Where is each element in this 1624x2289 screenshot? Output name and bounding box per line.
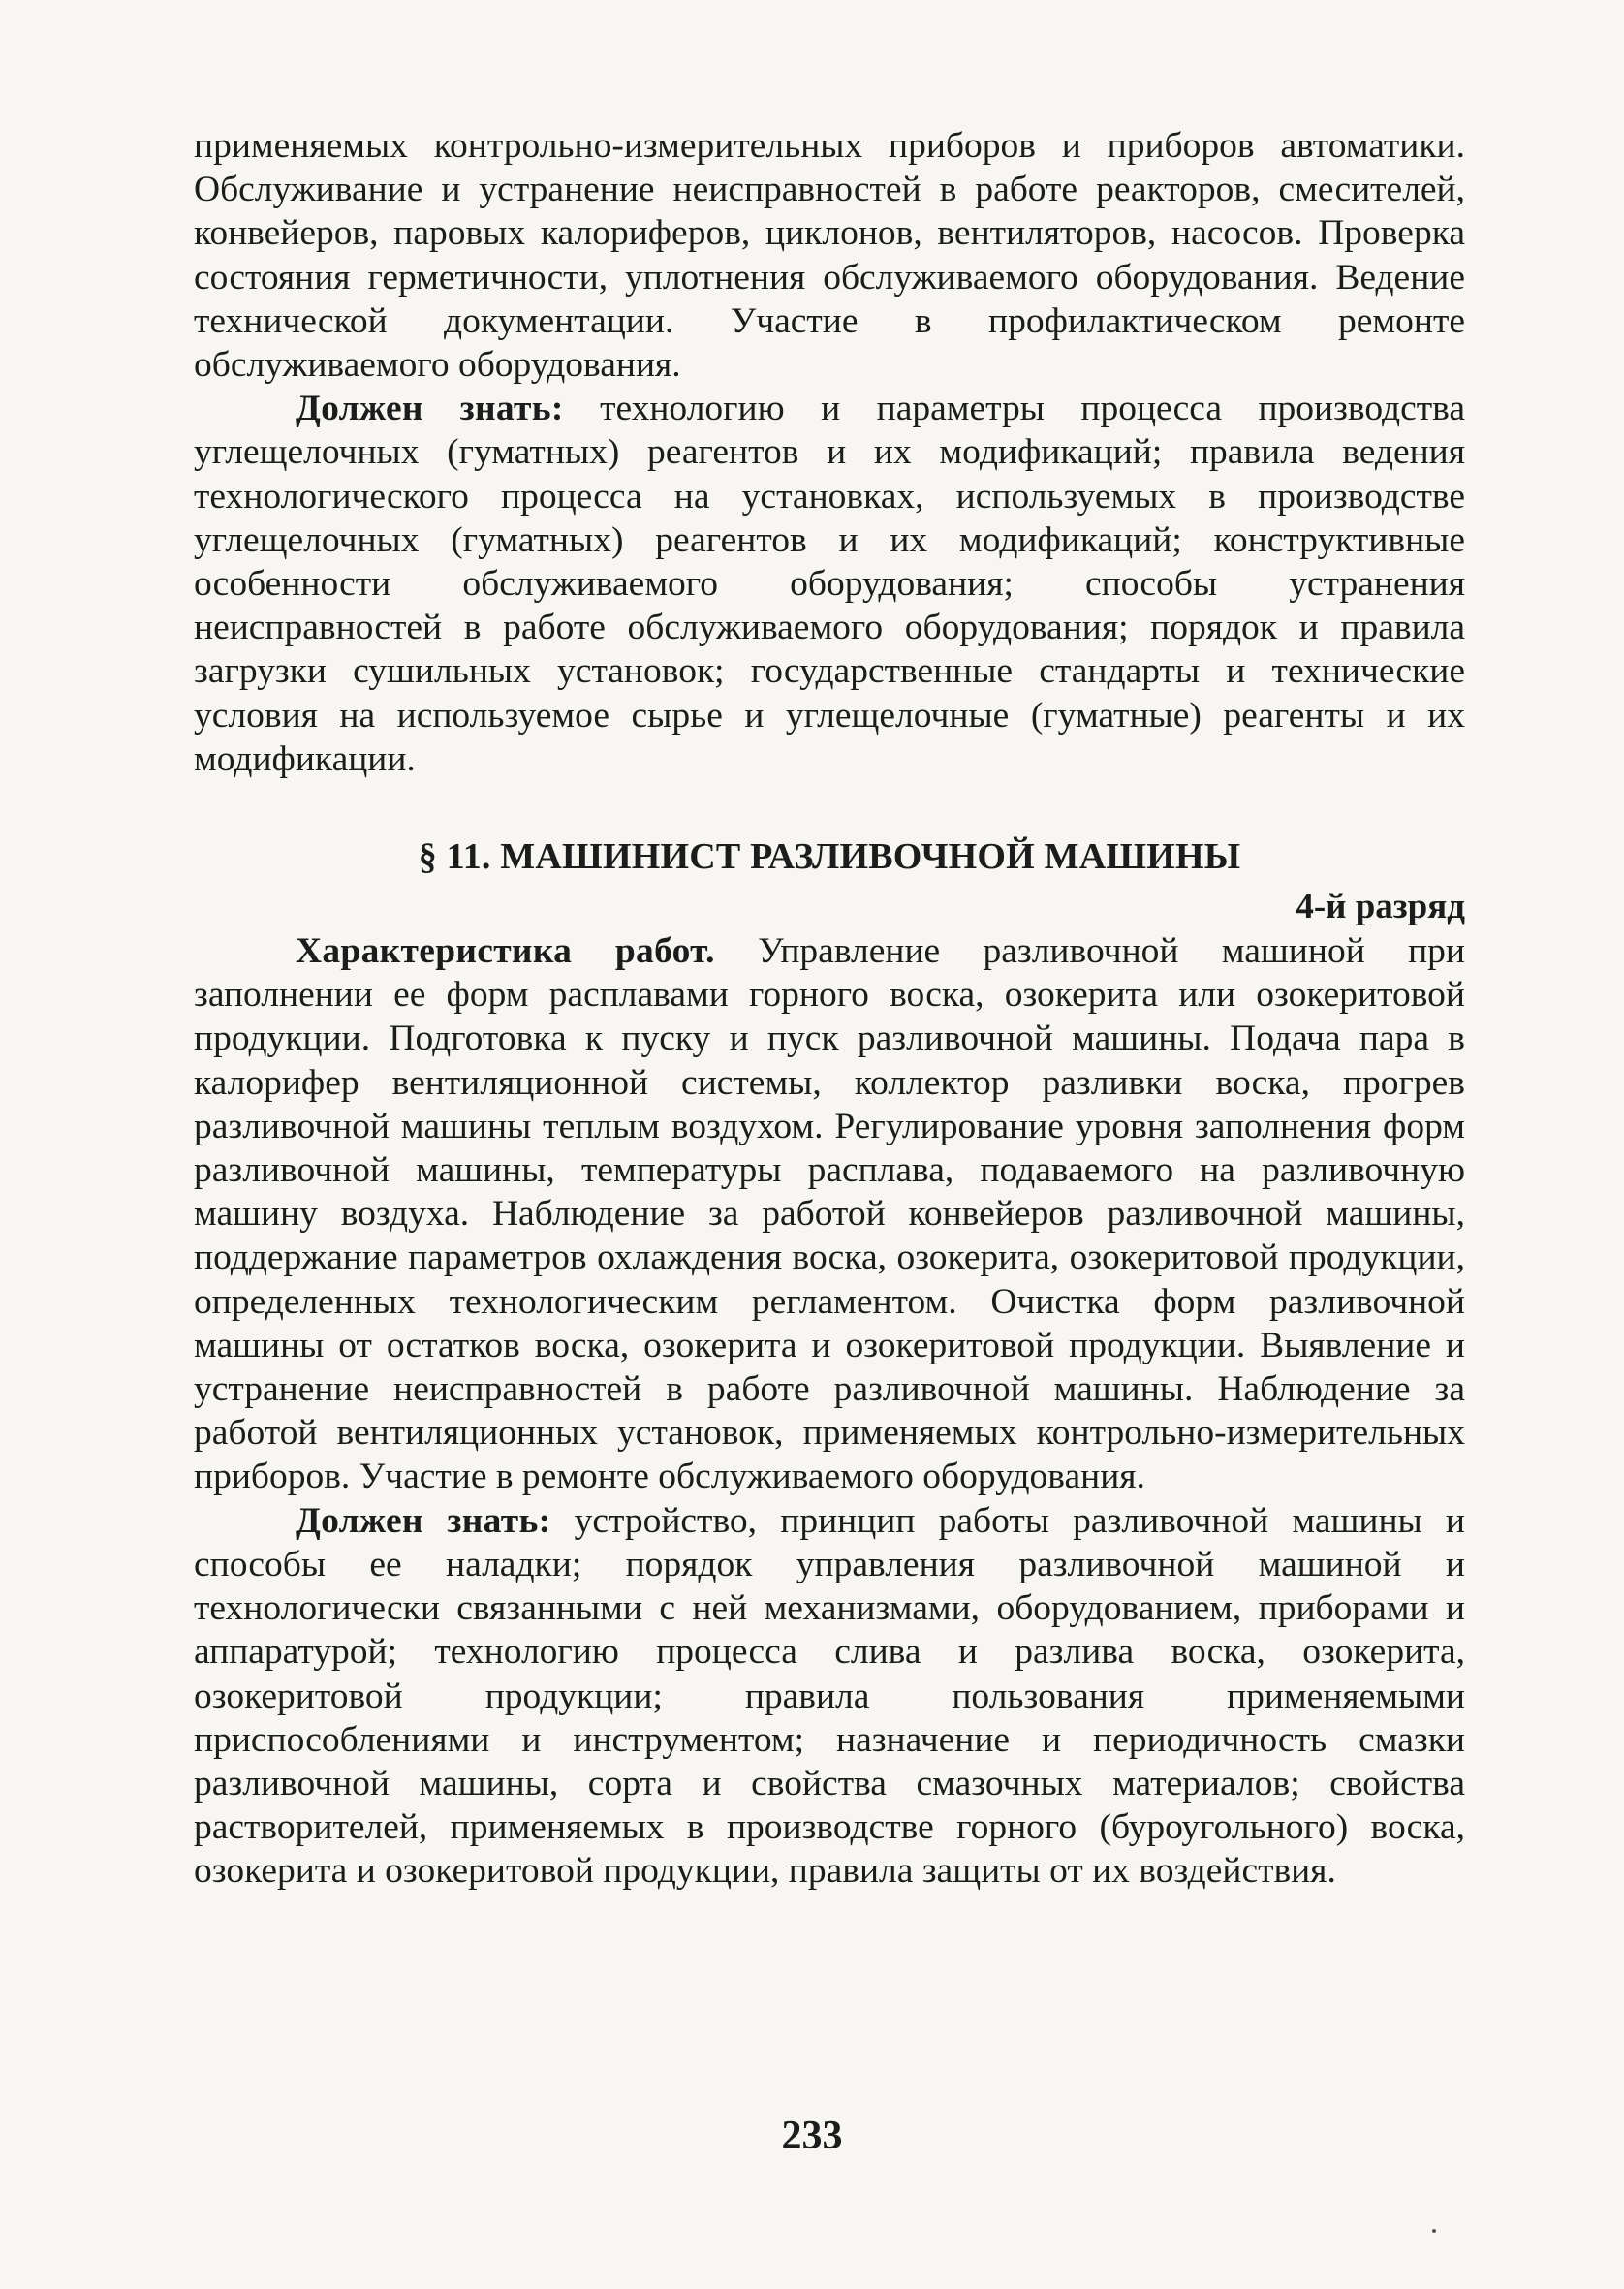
section-title: § 11. МАШИНИСТ РАЗЛИВОЧНОЙ МАШИНЫ bbox=[418, 836, 1241, 878]
must-know-label-1: Должен знать: bbox=[296, 389, 564, 429]
must-know-text-1: технологию и параметры процесса производства углещелочных (гуматных) реагентов и их модификаций; правила ведения технологического процесса на установках, используемых в производстве углещелочных (гуматных) реагентов и их модификаций; конструктивные особенности обслуживаемого оборудования; способы устранения неисправностей в работе обслуживаемого оборудования; порядок и правила загрузки сушильных установок; государственные стандарты и технические условия на используемое сырье и углещелочные (гуматные) реагенты и их модификации. bbox=[194, 389, 1465, 779]
work-characteristics-text: Управление разливочной машиной при заполнении ее форм расплавами горного воска, озокерита или озокеритовой продукции. Подготовка к пуску и пуск разливочной машины. Подача пара в калорифер вентиляционной системы, коллектор разливки воска, прогрев разливочной машины теплым воздухом. Регулирование уровня заполнения форм разливочной машины, температуры расплава, подаваемого на разливочную машину воздуха. Наблюдение за работой конвейеров разливочной машины, поддержание параметров охлаждения воска, озокерита, озокеритовой продукции, определенных технологическим регламентом. Очистка форм разливочной машины от остатков воска, озокерита и озокеритовой продукции. Выявление и устранение неисправностей в работе разливочной машины. Наблюдение за работой вентиляционных установок, применяемых контрольно-измерительных приборов. Участие в ремонте обслуживаемого оборудования. bbox=[194, 931, 1465, 1497]
work-characteristics-label: Характеристика работ. bbox=[296, 931, 715, 972]
scan-speck bbox=[1432, 2229, 1436, 2233]
must-know-label-2: Должен знать: bbox=[296, 1500, 551, 1541]
document-page bbox=[194, 124, 1465, 1894]
grade-label: 4-й разряд bbox=[1296, 887, 1465, 927]
paragraph-duties-continued: применяемых контрольно-измерительных приборов и приборов автоматики. Обслуживание и устранение неисправностей в работе реакторов, смесителей, конвейеров, паровых калориферов, циклонов, вентиляторов, насосов. Проверка состояния герметичности, уплотнения обслуживаемого оборудования. Ведение технической документации. Участие в профилактическом ремонте обслуживаемого оборудования. bbox=[194, 126, 1465, 386]
must-know-text-2: устройство, принцип работы разливочной машины и способы ее наладки; порядок управления разливочной машиной и технологически связанными с ней механизмами, оборудованием, приборами и аппаратурой; технологию процесса слива и разлива воска, озокерита, озокеритовой продукции; правила пользования применяемыми приспособлениями и инструментом; назначение и периодичность смазки разливочной машины, сорта и свойства смазочных материалов; свойства растворителей, применяемых в производстве горного (буроугольного) воска, озокерита и озокеритовой продукции, правила защиты от их воздействия. bbox=[194, 1500, 1466, 1892]
paragraph-must-know-2 bbox=[194, 1499, 1465, 1894]
paragraph-work-characteristics bbox=[194, 929, 1465, 1499]
paragraph-must-know-1 bbox=[194, 387, 1465, 781]
page-number: 233 bbox=[781, 2114, 843, 2158]
